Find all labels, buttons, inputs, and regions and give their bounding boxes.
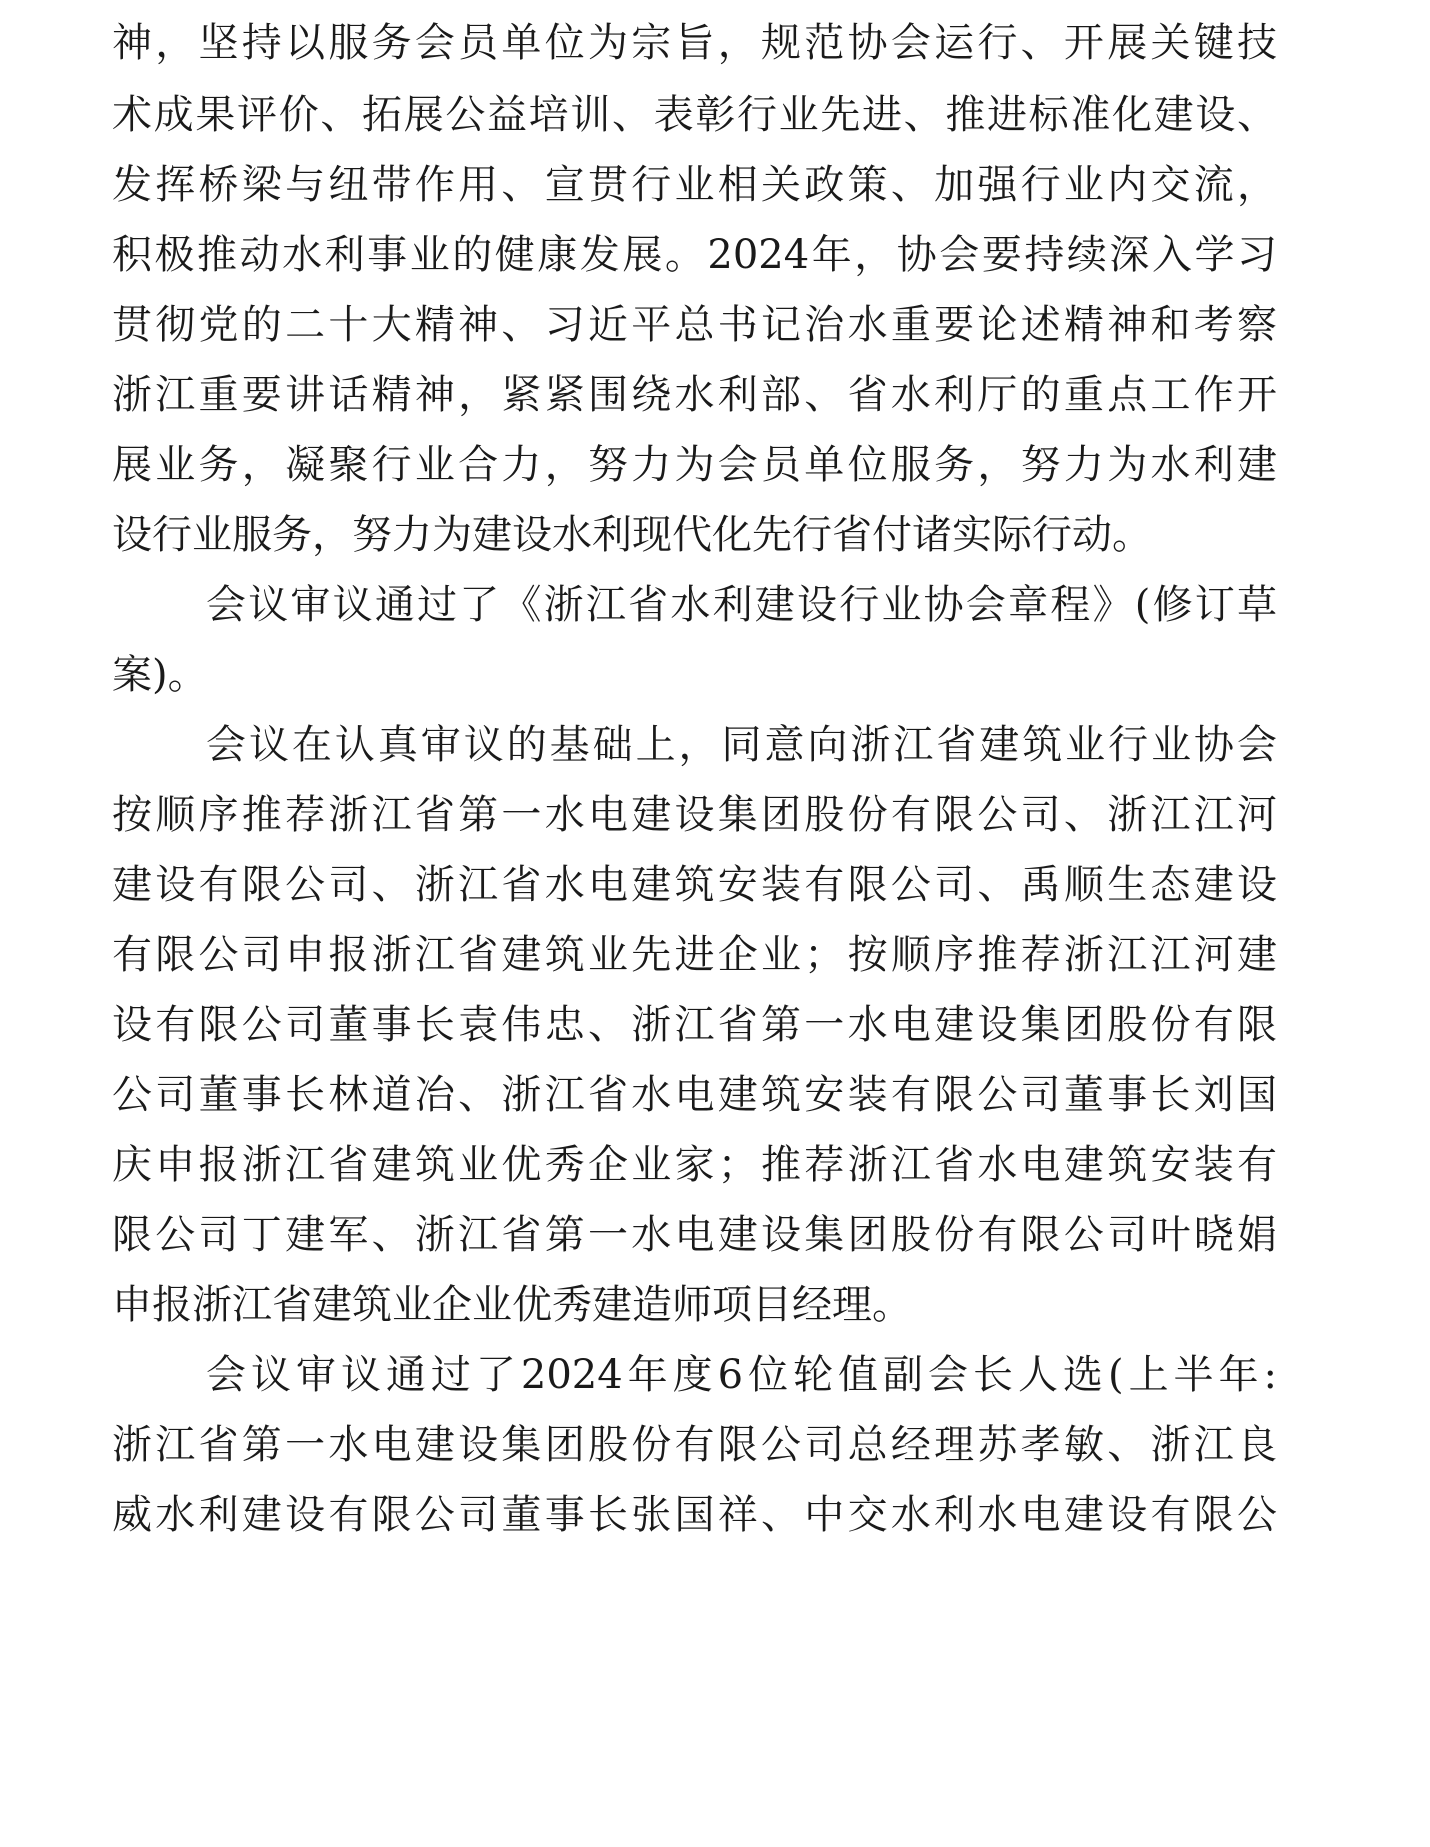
body-text-line: 公司董事长林道冶、浙江省水电建筑安装有限公司董事长刘国	[112, 1072, 1277, 1118]
body-text-line: 设有限公司董事长袁伟忠、浙江省第一水电建设集团股份有限	[112, 1002, 1277, 1048]
body-text-line: 有限公司申报浙江省建筑业先进企业；按顺序推荐浙江江河建	[112, 932, 1277, 978]
body-text-line: 展业务，凝聚行业合力，努力为会员单位服务，努力为水利建	[112, 442, 1277, 488]
body-text-line: 术成果评价、拓展公益培训、表彰行业先进、推进标准化建设、	[112, 92, 1277, 138]
body-text-line: 按顺序推荐浙江省第一水电建设集团股份有限公司、浙江江河	[112, 792, 1277, 838]
body-text-line: 神，坚持以服务会员单位为宗旨，规范协会运行、开展关键技	[112, 20, 1277, 66]
body-text-line: 案)。	[112, 652, 208, 698]
paragraph-first-line: 会议在认真审议的基础上，同意向浙江省建筑业行业协会	[206, 722, 1277, 768]
paragraph-first-line: 会议审议通过了2024年度6位轮值副会长人选(上半年:	[206, 1352, 1277, 1398]
body-text-line: 浙江重要讲话精神，紧紧围绕水利部、省水利厅的重点工作开	[112, 372, 1277, 418]
body-text-line: 庆申报浙江省建筑业优秀企业家；推荐浙江省水电建筑安装有	[112, 1142, 1277, 1188]
paragraph-first-line: 会议审议通过了《浙江省水利建设行业协会章程》(修订草	[206, 582, 1277, 628]
body-text-line: 申报浙江省建筑业企业优秀建造师项目经理。	[112, 1282, 912, 1328]
body-text-line: 积极推动水利事业的健康发展。2024年，协会要持续深入学习	[112, 232, 1277, 278]
body-text-line: 设行业服务，努力为建设水利现代化先行省付诸实际行动。	[112, 512, 1152, 558]
body-text-line: 建设有限公司、浙江省水电建筑安装有限公司、禹顺生态建设	[112, 862, 1277, 908]
body-text-line: 浙江省第一水电建设集团股份有限公司总经理苏孝敏、浙江良	[112, 1422, 1277, 1468]
body-text-line: 贯彻党的二十大精神、习近平总书记治水重要论述精神和考察	[112, 302, 1277, 348]
body-text-line: 发挥桥梁与纽带作用、宣贯行业相关政策、加强行业内交流，	[112, 162, 1277, 208]
body-text-line: 威水利建设有限公司董事长张国祥、中交水利水电建设有限公	[112, 1492, 1277, 1538]
body-text-line: 限公司丁建军、浙江省第一水电建设集团股份有限公司叶晓娟	[112, 1212, 1277, 1258]
